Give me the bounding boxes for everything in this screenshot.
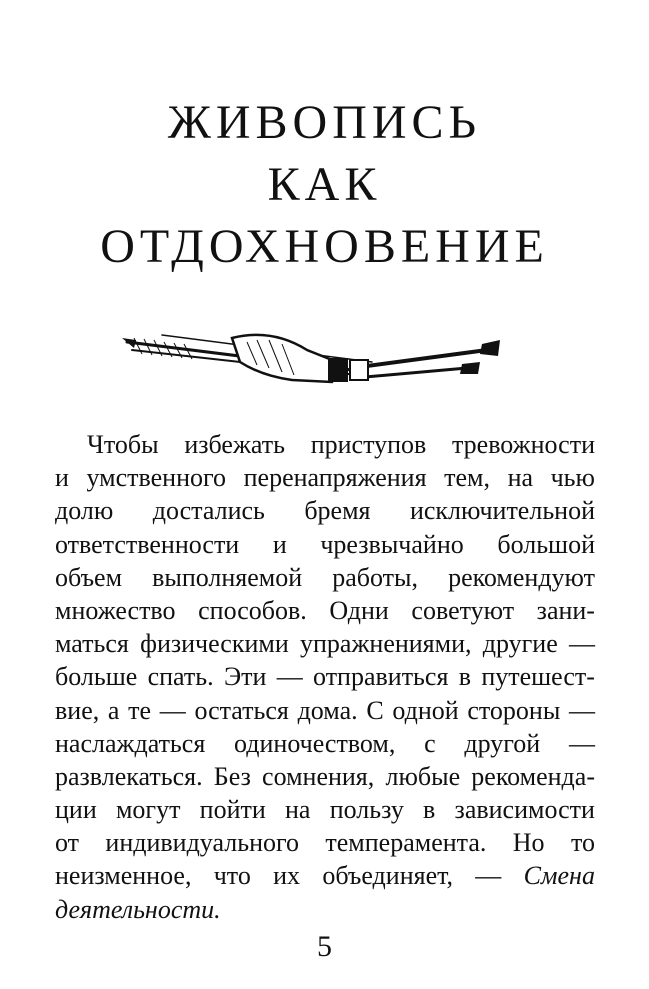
paragraph-line — [55, 760, 595, 793]
word: на — [507, 463, 534, 493]
word: упражнениями, — [299, 629, 472, 659]
word: другой — [464, 728, 541, 758]
word: с — [424, 728, 436, 758]
word: те — [128, 695, 152, 725]
word: рекоменда- — [471, 761, 595, 791]
word: на — [285, 795, 311, 825]
word: зависимости — [454, 795, 595, 825]
word: и — [55, 463, 69, 493]
paragraph-line — [55, 694, 595, 727]
word: исключительной — [409, 496, 595, 526]
word: — — [568, 728, 595, 758]
word: маться — [55, 629, 129, 659]
paragraph-line — [55, 727, 595, 760]
paragraph-line — [55, 428, 595, 461]
word: избежать — [184, 430, 285, 459]
paragraph-line — [55, 793, 595, 826]
word: в — [458, 662, 472, 692]
word: работы, — [332, 562, 418, 592]
word: могут — [115, 795, 181, 825]
word: пользу — [329, 795, 404, 825]
word: сомнения, — [262, 761, 375, 791]
word: стороны — [467, 695, 561, 725]
word: отправиться — [313, 662, 449, 692]
word: а — [107, 695, 120, 725]
paragraph — [55, 428, 595, 926]
word: больше — [55, 662, 138, 692]
word: от — [55, 828, 80, 858]
word: умственного — [86, 463, 227, 493]
paintbrushes-and-paint-tube-icon — [122, 320, 502, 400]
chapter-title-line-2: КАК — [267, 158, 382, 211]
word: тем, — [444, 463, 490, 493]
word: ции — [55, 795, 97, 825]
word: ответственности — [55, 529, 240, 559]
word: любые — [385, 761, 461, 791]
word: наслаждаться — [55, 728, 206, 758]
chapter-title-line-3: ОТДОХНОВЕНИЕ — [100, 220, 549, 273]
emphasis-text: Смена — [523, 861, 595, 891]
word: перенапряжения — [243, 463, 427, 493]
word: дома. — [297, 695, 358, 725]
word: долю — [55, 496, 114, 526]
word: Эти — [223, 662, 267, 692]
word: Без — [213, 761, 251, 791]
word: — — [159, 695, 186, 725]
paragraph-line — [55, 660, 595, 693]
word: Но — [512, 828, 545, 858]
word: то — [570, 828, 595, 858]
word: — — [276, 662, 303, 692]
chapter-title-line-1: ЖИВОПИСЬ — [167, 96, 482, 149]
word: С — [366, 695, 384, 725]
word: Одни — [329, 595, 389, 625]
word: развлекаться. — [55, 761, 203, 791]
word: рекомендуют — [448, 562, 595, 592]
word: и — [272, 529, 287, 559]
word: большой — [497, 529, 595, 559]
word: чью — [550, 463, 595, 493]
word: — — [569, 695, 595, 725]
word: темперамента. — [325, 828, 487, 858]
word: неизменное, — [55, 861, 192, 891]
word: советуют — [411, 595, 515, 625]
word: в — [423, 795, 436, 825]
word: их — [273, 861, 301, 891]
word: что — [213, 861, 251, 891]
paragraph-line — [55, 859, 595, 892]
word: пойти — [199, 795, 266, 825]
word: индивидуального — [105, 828, 299, 858]
word: Чтобы — [87, 430, 159, 459]
chapter-title — [0, 92, 649, 278]
word: физическими — [140, 629, 289, 659]
word: вие, — [55, 695, 100, 725]
word: зани- — [536, 595, 595, 625]
word: другие — [482, 629, 558, 659]
paragraph-line — [55, 893, 595, 926]
paragraph-line — [55, 594, 595, 627]
word: множество — [55, 595, 176, 625]
word: одиночеством, — [234, 728, 396, 758]
word: остаться — [194, 695, 289, 725]
page-number: 5 — [317, 930, 332, 963]
word: приступов — [310, 430, 427, 459]
word: путешест- — [481, 662, 595, 692]
word: выполняемой — [152, 562, 303, 592]
word: чрезвычайно — [320, 529, 464, 559]
word: тревожности — [451, 430, 595, 459]
emphasis-text: деятельности. — [55, 894, 221, 924]
word: — — [568, 629, 595, 659]
paragraph-line — [55, 627, 595, 660]
paragraph-line — [55, 561, 595, 594]
word: спать. — [147, 662, 214, 692]
word: — — [475, 861, 502, 891]
word: достались — [152, 496, 265, 526]
word: объем — [55, 562, 123, 592]
paragraph-line — [55, 528, 595, 561]
word: способов. — [198, 595, 307, 625]
word: одной — [392, 695, 459, 725]
paragraph-line — [55, 826, 595, 859]
paragraph-line — [55, 494, 595, 527]
word: объединяет, — [322, 861, 454, 891]
paragraph-line — [55, 461, 595, 494]
word: бремя — [304, 496, 371, 526]
